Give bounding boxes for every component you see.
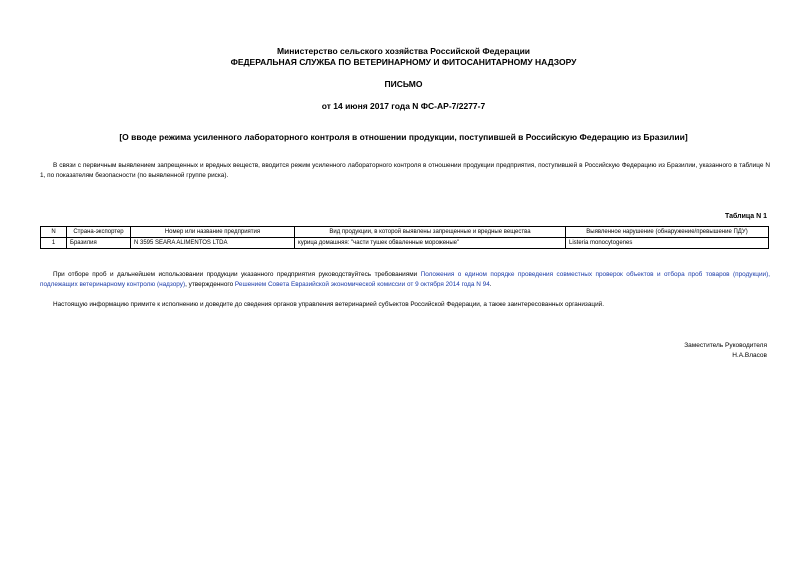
document-date-number: от 14 июня 2017 года N ФС-АР-7/2277-7 [321,101,486,111]
violations-table [40,226,769,249]
paragraph-requirements-mid: , утвержденного [185,281,235,288]
signature-name: Н.А.Власов [732,352,767,359]
cell-num: 1 [41,238,67,249]
table-row [41,238,769,249]
header-num: N [41,227,67,238]
paragraph-requirements-start: При отборе проб и дальнейшем использовании продукции указанного предприятия руководствуйтесь требованиями [53,271,421,278]
ministry-title: Министерство сельского хозяйства Российской Федерации [276,46,531,56]
cell-country: Бразилия [67,238,131,249]
table-caption: Таблица N 1 [724,213,767,220]
paragraph-requirements-end: . [489,281,492,288]
decision-link[interactable]: Решением Совета Евразийской экономической комиссии от 9 октября 2014 года N 94 [234,281,490,288]
header-product: Вид продукции, в которой выявлены запрещенные и вредные вещества [295,227,566,238]
document-subject: [О вводе режима усиленного лабораторного контроля в отношении продукции, поступившей в Российскую Федерацию из Бразилии] [119,132,688,142]
regulation-link[interactable]: Положения о едином порядке проведения совместных проверок объектов и отбора проб товаров (продукции), подлежащих ветеринарному контролю (надзору) [40,271,770,288]
service-title: ФЕДЕРАЛЬНАЯ СЛУЖБА ПО ВЕТЕРИНАРНОМУ И ФИТОСАНИТАРНОМУ НАДЗОРУ [230,57,577,67]
signature-position: Заместитель Руководителя [684,342,767,349]
paragraph-instructions: Настоящую информацию примите к исполнению и доведите до сведения органов управления ветеринарией субъектов Российской Федерации, а также заинтересованных организаций. [53,301,604,308]
header-enterprise: Номер или название предприятия [131,227,295,238]
cell-enterprise: N 3595 SEARA ALIMENTOS LTDA [131,238,295,249]
header-country: Страна-экспортер [67,227,131,238]
document-type: ПИСЬМО [384,79,423,89]
cell-violation: Listeria monocytogenes [566,238,769,249]
cell-product: курица домашняя: "части тушек обваленные мороженые" [295,238,566,249]
table-header-row [41,227,769,238]
header-violation: Выявленное нарушение (обнаружение/превышение ПДУ) [566,227,769,238]
paragraph-requirements [40,270,770,290]
paragraph-intro: В связи с первичным выявлением запрещенных и вредных веществ, вводится режим усиленного лабораторного контроля в отношении продукции предприятия, поступившей в Российскую Федерацию из Бразилии, указанного в таблице N 1, по показателям безопасности (по выявленной группе риска). [40,162,770,179]
